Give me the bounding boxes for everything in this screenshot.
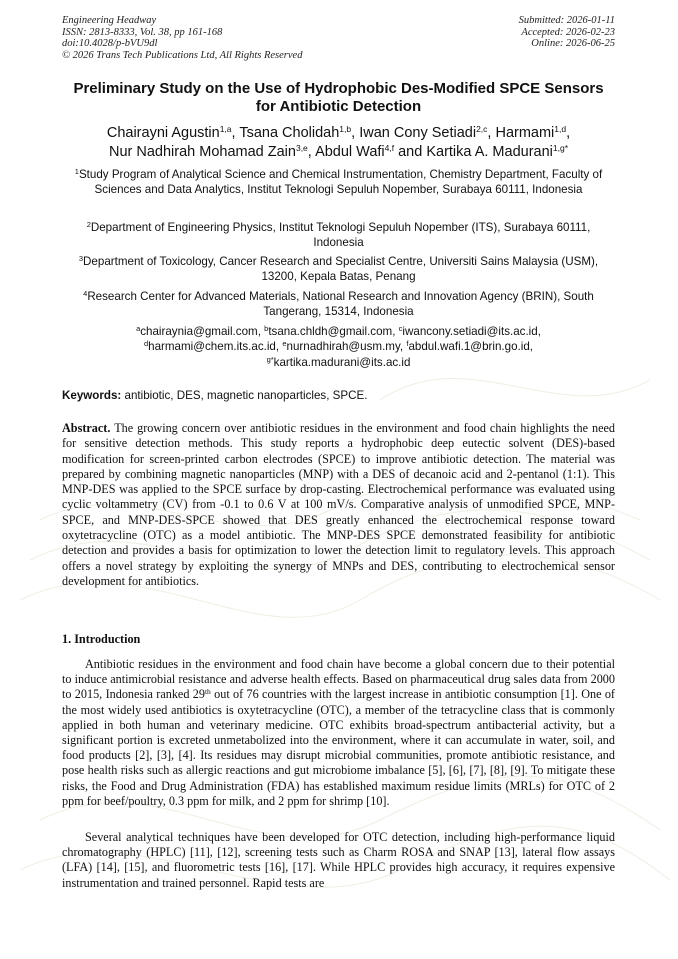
online-date: Online: 2026-06-25 (531, 38, 615, 50)
copyright-line: © 2026 Trans Tech Publications Ltd, All Rights Reserved (62, 49, 303, 61)
author: Kartika A. Madurani$^{1,g*}$ (426, 143, 569, 160)
email-address[interactable]: $^e$nurnadhirah@usm.my (282, 339, 400, 354)
accepted-date: Accepted: 2026-02-23 (521, 26, 615, 38)
email-address[interactable]: $^a$chairaynia@gmail.com (136, 324, 258, 338)
affiliation-1: $^1$Study Program of Analytical Science and Chemical Instrumentation, Chemistry Department, Faculty of Sciences and Data Analytics, Institut Teknologi Sepuluh Nopember, Surabaya 60111, Indonesia (74, 167, 603, 197)
abstract-text: The growing concern over antibiotic residues in the environment and food chain highlights the need for sensitive detection methods. This study reports a hydrophobic deep eutectic solvent (DES)-based modification for screen-printed carbon electrodes (SPCE) to improve antibiotic detection. The material was prepared by combining magnetic nanoparticles (MNP) with a DES of decanoic acid and 2-pentanol (1:1). This MNP-DES was applied to the SPCE surface by drop-casting. Electrochemical performance was evaluated using cyclic voltammetry (CV) from -0.1 to 0.6 V at 100 mV/s. Comparative analysis of unmodified SPCE, MNP-SPCE, and MNP-DES-SPCE showed that DES greatly enhanced the electrochemical response toward oxytetracycline (OTC) as a model antibiotic. The MNP-DES SPCE demonstrated feasibility for antibiotic detection and provides a basis for optimization to lower the detection limit to regulatory levels. This approach offers a novel strategy by exploiting the synergy of MNPs and DES, contributing to electrochemical sensor development for antibiotics. (62, 421, 615, 588)
email-address[interactable]: $^f$abdul.wafi.1@brin.go.id (406, 339, 530, 354)
email-list: $^a$chairaynia@gmail.com, $^b$tsana.chldh@gmail.com, $^c$iwancony.setiadi@its.ac.id, $^d$harmami@chem.its.ac.id, $^e$nurnadhirah@usm.my, $^f$abdul.wafi.1@brin.go.id, $^{g*}$kartika.madurani@its.ac.id (136, 324, 541, 369)
author: Chairayni Agustin$^{1,a}$, (106, 124, 240, 141)
intro-paragraph-2: Several analytical techniques have been developed for OTC detection, including high-performance liquid chromatography (HPLC) [11], [12], screening tests such as Charm ROSA and SNAP [13], lateral flow assays (LFA) [14], [15], and fluorometric tests [16], [17]. While HPLC provides high accuracy, it requires expensive instrumentation and trained personnel. Rapid tests are (62, 830, 615, 890)
email-address[interactable]: $^d$harmami@chem.its.ac.id (143, 339, 276, 354)
author-list (62, 124, 615, 162)
author: Abdul Wafi$^{4,f}$ and (315, 143, 427, 160)
journal-name: Engineering Headway (62, 15, 157, 26)
email-address[interactable]: $^c$iwancony.setiadi@its.ac.id (398, 324, 538, 338)
abstract-label: Abstract. (62, 421, 111, 435)
email-address[interactable]: $^{g*}$kartika.madurani@its.ac.id (266, 354, 411, 369)
author: Iwan Cony Setiadi$^{2,c}$, (359, 124, 496, 141)
author: Nur Nadhirah Mohamad Zain$^{3,e}$, (108, 143, 316, 160)
submitted-date: Submitted: 2026-01-11 (518, 15, 615, 26)
keywords (62, 388, 615, 403)
doi-line: doi:10.4028/p-bVU9dl (62, 38, 158, 50)
email-address[interactable]: $^b$tsana.chldh@gmail.com (264, 324, 393, 338)
affiliation-3: $^3$Department of Toxicology, Cancer Research and Specialist Centre, Universiti Sains Malaysia (USM), 13200, Kepala Batas, Penang (78, 254, 599, 284)
author: Tsana Cholidah$^{1,b}$, (239, 124, 360, 141)
keywords-label: Keywords: (62, 389, 122, 402)
author: Harmami$^{1,d}$, (495, 124, 571, 141)
issn-line: ISSN: 2813-8333, Vol. 38, pp 161-168 (62, 26, 223, 38)
abstract (62, 421, 615, 589)
intro-paragraph-1: Antibiotic residues in the environment and food chain have become a global concern due to their potential to induce antimicrobial resistance and adverse health effects. Based on pharmaceutical drug sales data from 2000 to 2015, Indonesia ranked 29th out of 76 countries with the largest increase in antibiotic consumption [1]. One of the most widely used antibiotics is oxytetracycline (OTC), a member of the tetracycline class that is commonly applied in both human and veterinary medicine. OTC exhibits broad-spectrum antibacterial activity, but a significant portion is excreted unmetabolized into the environment, where it can accumulate in water, soil, and food products [2], [3], [4]. Its residues may disrupt microbial communities, promote antibiotic resistance, and pose health risks such as allergic reactions and gut microbiome imbalance [5], [6], [7], [8], [9]. To mitigate these risks, the Food and Drug Administration (FDA) has established maximum residue limits (MRLs) for OTC of 2 ppm for beef/poultry, 0.3 ppm for milk, and 2 ppm for shrimp [10]. (62, 657, 615, 808)
section-heading-introduction: 1. Introduction (62, 632, 141, 646)
paper-title: Preliminary Study on the Use of Hydrophobic Des-Modified SPCE Sensors for Antibiotic Detection (73, 80, 604, 115)
publication-dates (519, 15, 615, 50)
affiliation-2: $^2$Department of Engineering Physics, Institut Teknologi Sepuluh Nopember (ITS), Surabaya 60111, Indonesia (86, 220, 591, 250)
journal-info (62, 15, 302, 61)
affiliation-4: $^4$Research Center for Advanced Materials, National Research and Innovation Agency (BRIN), South Tangerang, 15314, Indonesia (83, 289, 594, 319)
keywords-text: antibiotic, DES, magnetic nanoparticles, SPCE. (124, 389, 368, 402)
